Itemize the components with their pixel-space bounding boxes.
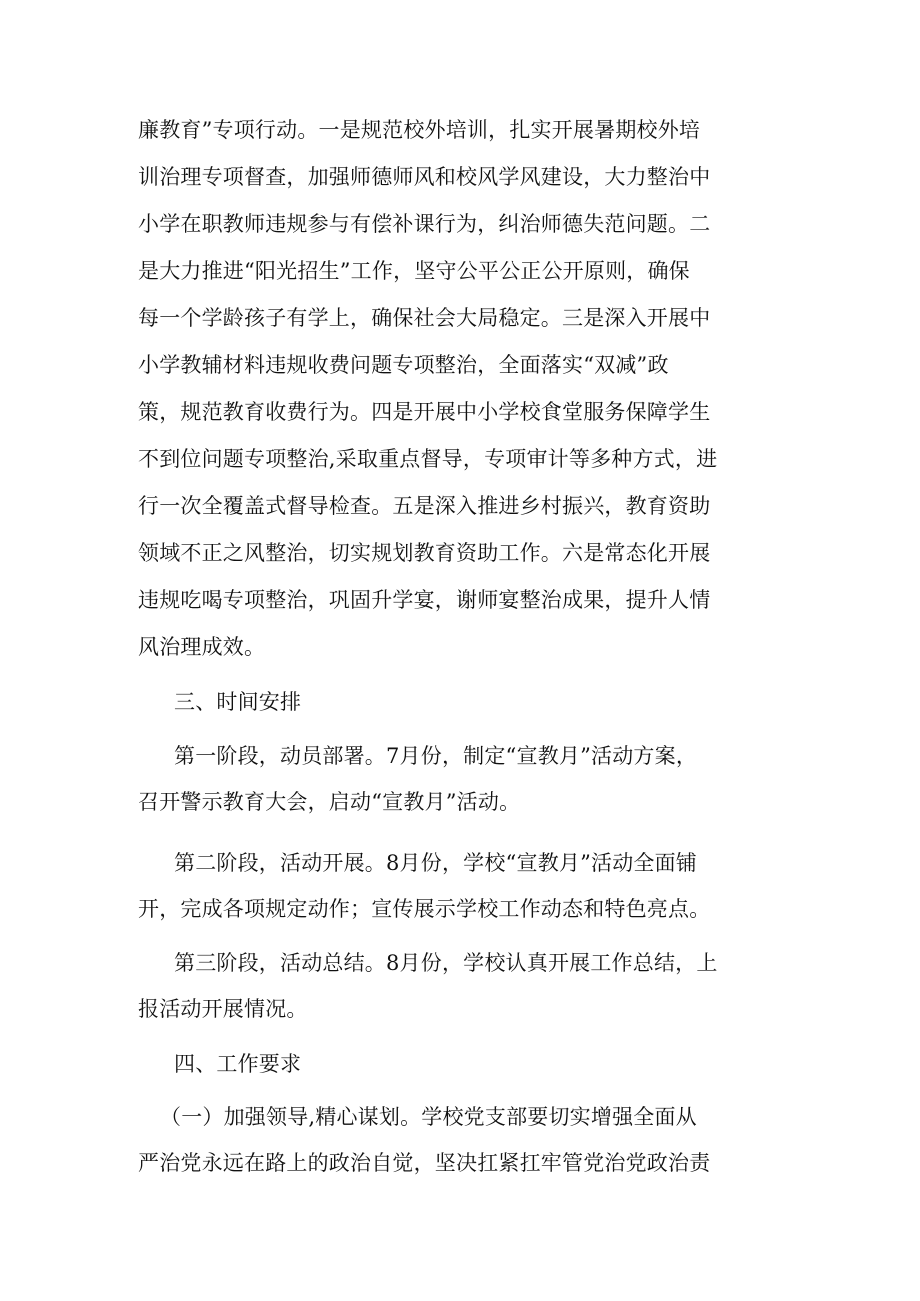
paragraph-line-6: 小学教辅材料违规收费问题专项整治，全面落实“双减”政 [138,353,669,377]
paragraph-line-2: 训治理专项督查，加强师德师风和校风学风建设，大力整治中 [138,165,711,189]
requirement-1-line-1: （一）加强领导,精心谋划。学校党支部要切实增强全面从 [160,1105,697,1129]
section-heading-schedule: 三、时间安排 [174,690,302,714]
phase-1-line-2: 召开警示教育大会，启动“宣教月”活动。 [138,790,521,814]
paragraph-line-12: 风治理成效。 [138,635,266,659]
phase-2-line-1: 第二阶段，活动开展。8月份，学校“宣教月”活动全面铺 [174,851,698,875]
paragraph-line-7: 策，规范教育收费行为。四是开展中小学校食堂服务保障学生 [138,400,711,424]
paragraph-line-4: 是大力推进“阳光招生”工作，坚守公平公正公开原则，确保 [138,259,690,283]
paragraph-line-10: 领域不正之风整治，切实规划教育资助工作。六是常态化开展 [138,541,711,565]
paragraph-line-8: 不到位问题专项整治,采取重点督导，专项审计等多种方式，进 [138,447,718,471]
section-heading-requirements: 四、工作要求 [174,1052,302,1076]
phase-1-line-1: 第一阶段，动员部署。7月份，制定“宣教月”活动方案， [174,744,698,768]
paragraph-line-1: 廉教育”专项行动。一是规范校外培训，扎实开展暑期校外培 [138,118,701,142]
paragraph-line-9: 行一次全覆盖式督导检查。五是深入推进乡村振兴，教育资助 [138,494,711,518]
paragraph-line-3: 小学在职教师违规参与有偿补课行为，纠治师德失范问题。二 [138,212,711,236]
phase-3-line-2: 报活动开展情况。 [138,997,308,1021]
phase-3-line-1: 第三阶段，活动总结。8月份，学校认真开展工作总结，上 [174,951,718,975]
requirement-1-line-2: 严治党永远在路上的政治自觉，坚决扛紧扛牢管党治党政治责 [138,1151,711,1175]
phase-2-line-2: 开，完成各项规定动作；宣传展示学校工作动态和特色亮点。 [138,897,711,921]
paragraph-line-5: 每一个学龄孩子有学上，确保社会大局稳定。三是深入开展中 [138,306,711,330]
paragraph-line-11: 违规吃喝专项整治，巩固升学宴，谢师宴整治成果，提升人情 [138,588,711,612]
